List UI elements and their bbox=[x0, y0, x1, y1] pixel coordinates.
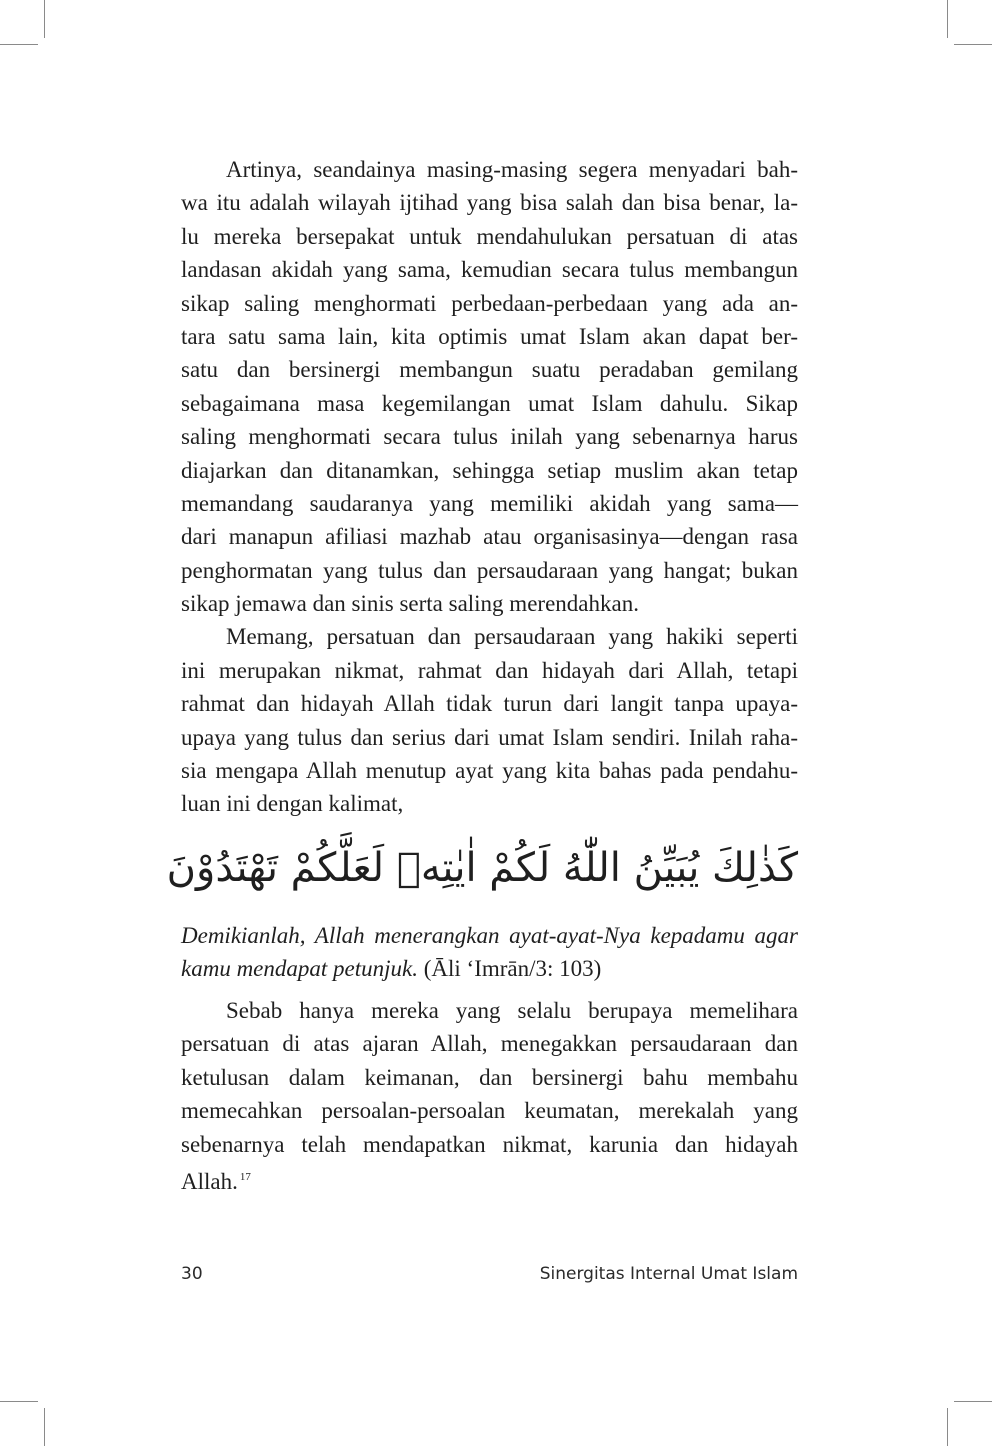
crop-mark bbox=[954, 1401, 992, 1402]
crop-mark bbox=[44, 1408, 45, 1446]
paragraph-line: luan ini dengan kalimat, bbox=[181, 791, 404, 817]
quran-verse bbox=[166, 838, 798, 908]
paragraph-line: sebagaimana masa kegemilangan umat Islam dahulu. Sikap bbox=[181, 390, 798, 416]
paragraph-line: Sebab hanya mereka yang selalu berupaya memelihara bbox=[226, 998, 798, 1023]
arabic-verse-text: كَذٰلِكَ يُبَيِّنُ اللّٰهُ لَكُمْ اٰيٰتِهٖ لَعَلَّكُمْ تَهْتَدُوْنَ bbox=[166, 845, 798, 891]
paragraph-line: tara satu sama lain, kita optimis umat Islam akan dapat ber- bbox=[181, 323, 798, 349]
crop-mark bbox=[44, 0, 45, 38]
paragraph-line bbox=[181, 1161, 798, 1194]
page-number: 30 bbox=[181, 1264, 203, 1284]
footnote-reference[interactable]: 17 bbox=[239, 1170, 251, 1183]
paragraph-line: penghormatan yang tulus dan persaudaraan yang hangat; bukan bbox=[181, 557, 798, 583]
paragraph-line: upaya yang tulus dan serius dari umat Islam sendiri. Inilah raha- bbox=[181, 724, 798, 750]
crop-mark bbox=[947, 1408, 948, 1446]
body-text bbox=[181, 153, 798, 821]
translation-line bbox=[181, 953, 798, 986]
crop-mark bbox=[0, 1401, 38, 1402]
paragraph-line: sikap jemawa dan sinis serta saling merendahkan. bbox=[181, 591, 639, 617]
paragraph-line: memecahkan persoalan-persoalan keumatan, merekalah yang bbox=[181, 1098, 798, 1124]
paragraph-line: sia mengapa Allah menutup ayat yang kita bahas pada pendahu- bbox=[181, 758, 798, 784]
paragraph-line: Memang, persatuan dan persaudaraan yang hakiki seperti bbox=[226, 624, 798, 650]
crop-mark bbox=[0, 44, 38, 45]
verse-translation bbox=[181, 920, 798, 987]
body-text bbox=[181, 994, 798, 1194]
translation-italic-text: kamu mendapat petunjuk. bbox=[181, 956, 418, 982]
running-title: Sinergitas Internal Umat Islam bbox=[539, 1264, 798, 1284]
paragraph-line: satu dan bersinergi membangun suatu peradaban gemilang bbox=[181, 357, 798, 383]
paragraph-line: sebenarnya telah mendapatkan nikmat, karunia dan hidayah bbox=[181, 1131, 798, 1157]
paragraph-line: persatuan di atas ajaran Allah, menegakkan persaudaraan dan bbox=[181, 1031, 798, 1057]
paragraph-line: saling menghormati secara tulus inilah yang sebenarnya harus bbox=[181, 424, 798, 450]
paragraph-last-word: Allah. bbox=[181, 1168, 238, 1194]
paragraph-line: memandang saudaranya yang memiliki akidah yang sama— bbox=[181, 490, 798, 516]
paragraph-line: wa itu adalah wilayah ijtihad yang bisa salah dan bisa benar, la- bbox=[181, 190, 798, 216]
paragraph-line: ketulusan dalam keimanan, dan bersinergi bahu membahu bbox=[181, 1064, 798, 1090]
paragraph-line: diajarkan dan ditanamkan, sehingga setiap muslim akan tetap bbox=[181, 457, 798, 483]
paragraph-line: lu mereka bersepakat untuk mendahulukan persatuan di atas bbox=[181, 223, 798, 249]
verse-citation: (Āli ‘Imrān/3: 103) bbox=[423, 956, 602, 982]
paragraph-line: rahmat dan hidayah Allah tidak turun dari langit tanpa upaya- bbox=[181, 691, 798, 717]
crop-mark bbox=[954, 44, 992, 45]
paragraph-line: Artinya, seandainya masing-masing segera menyadari bah- bbox=[226, 157, 798, 182]
translation-line: Demikianlah, Allah menerangkan ayat-ayat-Nya kepadamu agar bbox=[181, 923, 798, 948]
paragraph-line: ini merupakan nikmat, rahmat dan hidayah dari Allah, tetapi bbox=[181, 657, 798, 683]
paragraph-line: landasan akidah yang sama, kemudian secara tulus membangun bbox=[181, 257, 798, 283]
paragraph-line: sikap saling menghormati perbedaan-perbedaan yang ada an- bbox=[181, 290, 798, 316]
crop-mark bbox=[947, 0, 948, 38]
page-footer bbox=[181, 1264, 798, 1288]
paragraph-line: dari manapun afiliasi mazhab atau organisasinya—dengan rasa bbox=[181, 524, 798, 550]
